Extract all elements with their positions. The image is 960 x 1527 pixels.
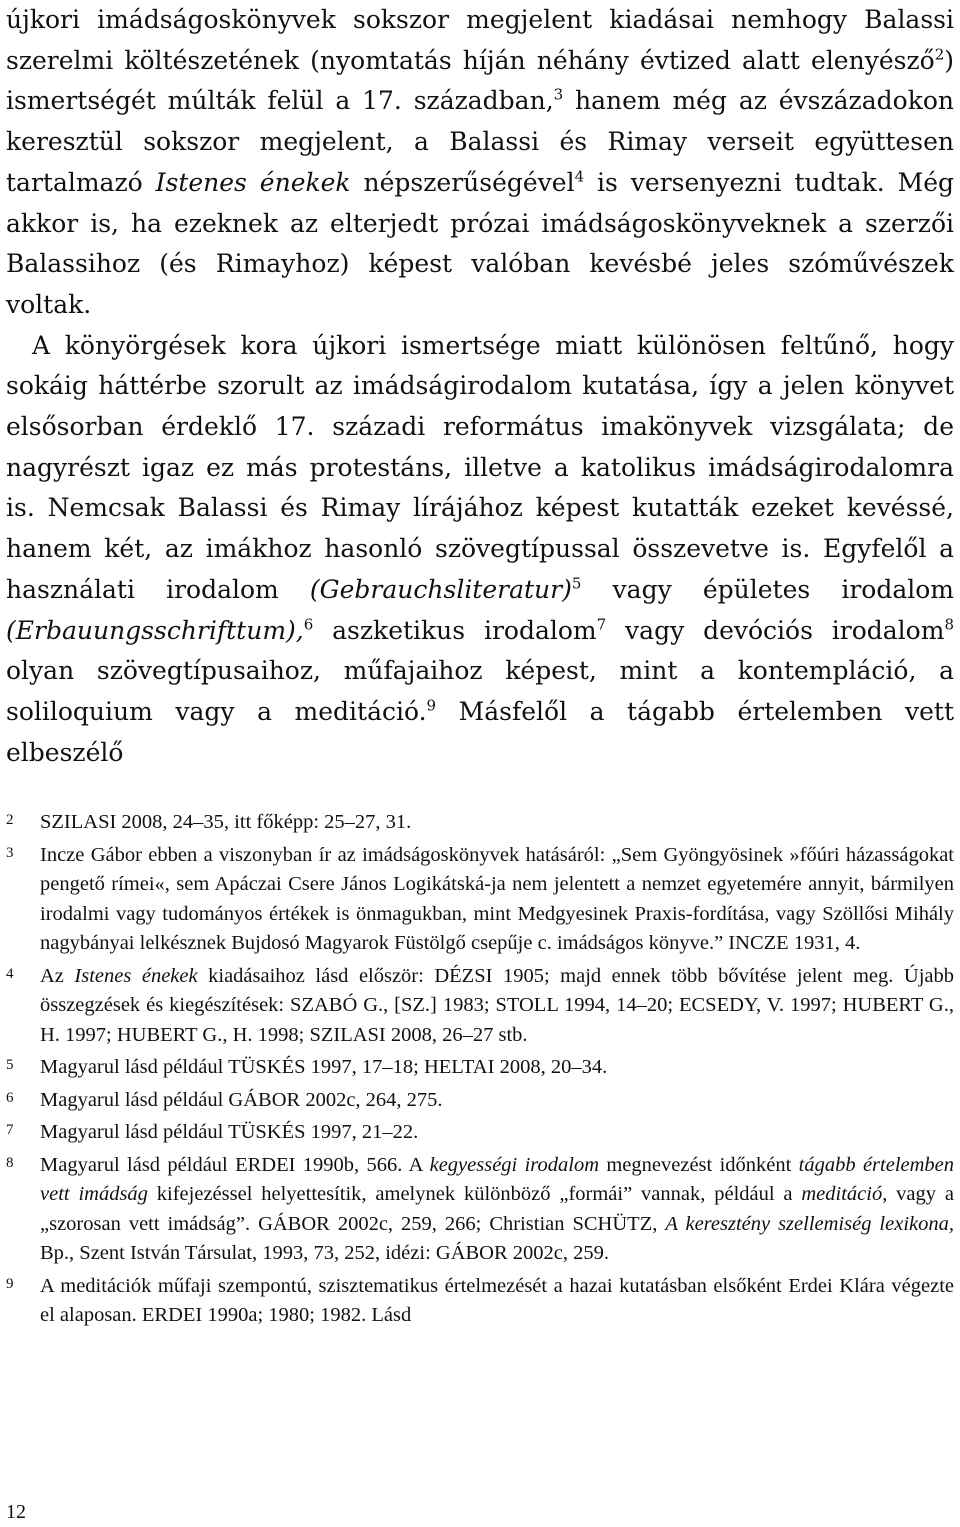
- footnote-number: 9: [6, 1275, 14, 1292]
- footnote-text: [40, 808, 954, 838]
- text-run: ) ismertségét múlták felül a 17. században,: [6, 45, 954, 116]
- footnote-number: 5: [6, 1057, 14, 1073]
- footnote-text: [40, 962, 954, 1051]
- text-run: Magyarul lásd például TÜSKÉS 1997, 17–18; HELTAI 2008, 20–34.: [40, 1056, 608, 1078]
- footnote-number: 3: [6, 844, 14, 861]
- footnote-text: [40, 1151, 954, 1269]
- book-page: [6, 0, 954, 1527]
- footnote-number: 8: [6, 1154, 14, 1171]
- footnote-6: [6, 1086, 954, 1116]
- footnote-5: [6, 1053, 954, 1083]
- footnote-number: 4: [6, 965, 14, 982]
- text-run: Bp., Szent István Társulat, 1993, 73, 252, idézi: GÁBOR 2002c, 259.: [40, 1242, 610, 1264]
- italic-run: tágabb értelemben vett imádság: [40, 1153, 955, 1205]
- paragraph-2: [6, 326, 954, 774]
- title-istenes-enekek: Istenes énekek: [155, 167, 351, 197]
- footnote-7: [6, 1118, 954, 1148]
- text-run: is versenyezni tudtak. Még akkor is, ha ezeknek az elterjedt prózai imádságoskönyveknek a szerzői Balassihoz (és Rimayhoz) képest valóban kevésbé jeles szóművészek voltak.: [6, 167, 954, 319]
- footnote-number: 6: [6, 1089, 14, 1106]
- footnote-ref-4[interactable]: 4: [574, 167, 585, 186]
- footnote-8: [6, 1151, 954, 1269]
- term-erbauungsschrifttum: (Erbauungsschrifttum),: [6, 615, 304, 645]
- italic-run: meditáció: [801, 1183, 883, 1205]
- text-run: népszerűségével: [350, 167, 575, 197]
- text-run: , vagy a „szorosan vett imádság”. GÁBOR 2002c, 259, 266; Christian SCHÜTZ,: [40, 1183, 954, 1235]
- text-run: kiadásaihoz lásd először: DÉZSI 1905; majd ennek több bővítése jelent meg. Újabb összegzések és kiegészítések: SZABÓ G., [SZ.] 1983; STOLL 1994, 14–20; ECSEDY, V. 1997; HUBERT G., H. 1997; HUBERT G., H. 1998; SZILASI 2008, 26–27 stb.: [40, 964, 954, 1046]
- footnote-text: [40, 1272, 954, 1331]
- footnote-ref-6[interactable]: 6: [303, 615, 314, 634]
- term-gebrauchsliteratur: (Gebrauchsliteratur): [309, 574, 572, 604]
- footnotes: [6, 808, 954, 1331]
- text-run: aszketikus irodalom: [313, 615, 597, 645]
- footnote-3: [6, 841, 954, 959]
- text-run: Másfelől a tágabb értelemben vett elbeszélő: [6, 696, 955, 767]
- footnote-text: [40, 1086, 954, 1116]
- footnote-text: [40, 1053, 954, 1083]
- footnote-ref-7[interactable]: 7: [596, 615, 607, 634]
- italic-run: A keresztény szellemiség lexikona,: [665, 1212, 954, 1235]
- footnote-text: [40, 1118, 954, 1148]
- footnote-2: [6, 808, 954, 838]
- text-run: Magyarul lásd például GÁBOR 2002c, 264, 275.: [40, 1088, 443, 1111]
- text-run: vagy épületes irodalom: [581, 574, 955, 604]
- footnote-ref-3[interactable]: 3: [553, 86, 564, 105]
- text-run: hanem még az évszázadokon keresztül sokszor megjelent, a Balassi és Rimay verseit együttesen tartalmazó: [6, 86, 954, 197]
- footnote-ref-2[interactable]: 2: [934, 45, 945, 64]
- text-run: SZILASI 2008, 24–35, itt főképp: 25–27, 31.: [40, 811, 412, 833]
- footnote-ref-8[interactable]: 8: [944, 615, 954, 634]
- main-text: [6, 0, 954, 773]
- footnote-4: [6, 962, 954, 1051]
- footnote-text: [40, 841, 954, 959]
- footnote-number: 2: [6, 812, 14, 828]
- footnote-ref-5[interactable]: 5: [571, 574, 582, 593]
- text-run: megnevezést időnként: [599, 1153, 799, 1176]
- text-run: vagy devóciós irodalom: [606, 615, 945, 645]
- footnote-9: [6, 1272, 954, 1331]
- italic-run: kegyességi irodalom: [429, 1153, 600, 1176]
- text-run: Az: [40, 964, 75, 987]
- paragraph-1: [6, 0, 954, 326]
- text-run: újkori imádságoskönyvek sokszor megjelent kiadásai nemhogy Balassi szerelmi költészetének (nyomtatás híján néhány évtized alatt elenyésző: [6, 5, 954, 75]
- text-run: Magyarul lásd például TÜSKÉS 1997, 21–22.: [40, 1121, 419, 1143]
- footnote-ref-9[interactable]: 9: [426, 696, 437, 715]
- text-run: kifejezéssel helyettesítik, amelynek különböző „formái” vannak, például a: [147, 1183, 802, 1205]
- text-run: olyan szövegtípusaihoz, műfajaihoz képest, mint a kontempláció, a soliloquium vagy a meditáció.: [6, 656, 954, 726]
- text-run: A meditációk műfaji szempontú, szisztematikus értelmezését a hazai kutatásban elsőként Erdei Klára végezte el alaposan. ERDEI 1990a; 1980; 1982. Lásd: [40, 1274, 954, 1326]
- text-run: Magyarul lásd például ERDEI 1990b, 566. A: [40, 1153, 430, 1176]
- page-number: 12: [6, 1501, 26, 1523]
- footnote-number: 7: [6, 1122, 14, 1138]
- italic-run: Istenes énekek: [74, 964, 198, 987]
- text-run: Incze Gábor ebben a viszonyban ír az imádságoskönyvek hatásáról: „Sem Gyöngyösinek »főúri házasságokat pengető rímei«, sem Apáczai Csere János Logikátská-ja nem jelentett a nemzet egyetemére annyit, bármilyen irodalmi vagy tudományos értékek is önmagukban, mint Medgyesinek Praxis-fordítása, vagy Szöllősi Mihály nagybányai lelkésznek Bujdosó Magyarok Füstölgő csepűje c. imádságos könyve.” INCZE 1931, 4.: [40, 843, 954, 954]
- text-run: A könyörgések kora újkori ismertsége miatt különösen feltűnő, hogy sokáig háttérbe szorult az imádságirodalom kutatása, így a jelen könyvet elsősorban érdeklő 17. századi református imakönyvek vizsgálata; de nagyrészt igaz ez más protestáns, illetve a katolikus imádságirodalomra is. Nemcsak Balassi és Rimay lírájához képest kutatták ezeket kevéssé, hanem két, az imákhoz hasonló szövegtípussal összevetve is. Egyfelől a használati irodalom: [6, 330, 954, 604]
